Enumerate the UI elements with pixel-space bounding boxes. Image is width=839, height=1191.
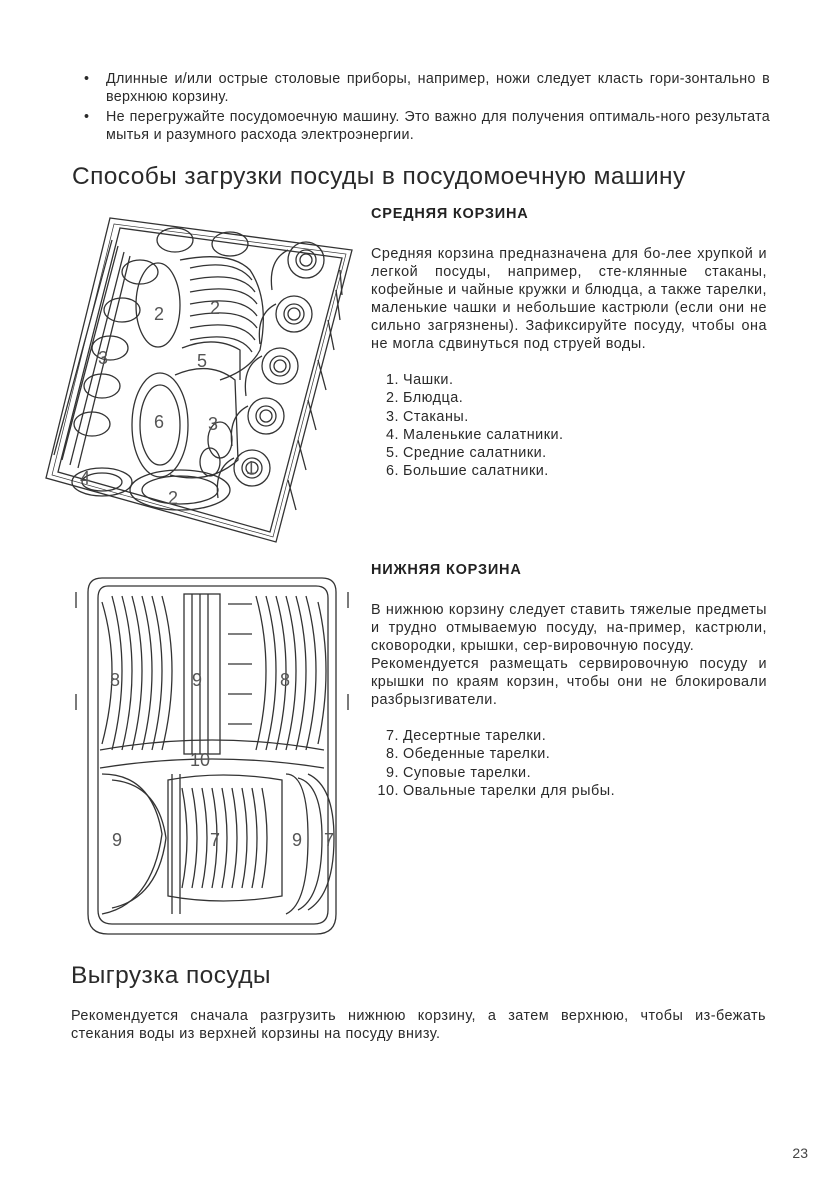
label-fish-plates: 10 bbox=[190, 750, 211, 770]
unload-text: Рекомендуется сначала разгрузить нижнюю корзину, а затем верхнюю, чтобы из-бежать стекания воды из верхней корзины на посуду внизу. bbox=[71, 1008, 766, 1042]
label-small-bowls: 4 bbox=[80, 468, 91, 488]
label-saucers-c: 2 bbox=[168, 488, 179, 508]
lower-basket-section bbox=[371, 562, 767, 800]
label-cups: 1 bbox=[246, 458, 257, 478]
lower-basket-title: НИЖНЯЯ КОРЗИНА bbox=[371, 562, 522, 578]
label-dessert-plates: 7 bbox=[210, 830, 221, 850]
list-item: 9. Суповые тарелки. bbox=[385, 764, 532, 781]
list-item: 1. Чашки. bbox=[385, 372, 454, 388]
list-item: 7. Десертные тарелки. bbox=[385, 728, 547, 744]
label-soup-plates-right: 9 bbox=[292, 830, 303, 850]
list-item: 4. Маленькие салатники. bbox=[385, 426, 564, 443]
label-dessert-plates-right: 7 bbox=[324, 830, 335, 850]
page-number: 23 bbox=[792, 1145, 808, 1161]
middle-basket-text: Средняя корзина предназначена для бо-лее хрупкой и легкой посуды, например, сте-клянные стаканы, кофейные и чайные кружки и блюдца, а также тарелки, маленькие чашки и небольшие кастрюли (если они не сильно загрязнены). Зафиксируйте посуду, чтобы она не могла сдвинуться под струей воды. bbox=[371, 246, 767, 352]
label-soup-plates-top: 9 bbox=[192, 670, 203, 690]
middle-basket-list bbox=[371, 371, 767, 481]
list-item: 2. Блюдца. bbox=[385, 390, 464, 407]
label-glasses-b: 3 bbox=[208, 414, 219, 434]
label-soup-plates-left: 9 bbox=[112, 830, 123, 850]
bullet-mark: • bbox=[84, 109, 90, 125]
heading-unload: Выгрузка посуды bbox=[71, 962, 271, 989]
label-saucers-b: 2 bbox=[210, 298, 221, 318]
label-dinner-plates-left: 8 bbox=[110, 670, 121, 690]
bullet-list bbox=[84, 70, 770, 146]
middle-basket-section bbox=[371, 206, 767, 481]
label-glasses-a: 3 bbox=[98, 348, 109, 368]
label-saucers-a: 2 bbox=[154, 304, 165, 324]
middle-basket-title: СРЕДНЯЯ КОРЗИНА bbox=[371, 206, 529, 222]
bullet-item: • Длинные и/или острые столовые приборы, например, ножи следует класть гори-зонтально в верхнюю корзину. bbox=[84, 71, 770, 105]
label-large-bowls: 6 bbox=[154, 412, 165, 432]
heading-loading: Способы загрузки посуды в посудомоечную машину bbox=[72, 163, 686, 190]
list-item: 5. Средние салатники. bbox=[385, 445, 547, 462]
bullet-mark: • bbox=[84, 71, 90, 87]
list-item: 10. Овальные тарелки для рыбы. bbox=[377, 782, 616, 799]
list-item: 8. Обеденные тарелки. bbox=[385, 746, 551, 763]
list-item: 6. Большие салатники. bbox=[385, 463, 549, 480]
label-medium-bowls: 5 bbox=[197, 351, 208, 371]
list-item: 3. Стаканы. bbox=[385, 408, 469, 425]
lower-basket-list bbox=[371, 727, 767, 800]
middle-basket-illustration bbox=[40, 210, 360, 550]
lower-basket-text-2: Рекомендуется размещать сервировочную посуду и крышки по краям корзин, чтобы они не блокировали разбрызгиватели. bbox=[371, 656, 767, 708]
lower-basket-illustration bbox=[72, 574, 352, 940]
bullet-item: • Не перегружайте посудомоечную машину. Это важно для получения оптималь-ного результата мытья и разумного расхода электроэнергии. bbox=[84, 109, 770, 143]
label-dinner-plates-right: 8 bbox=[280, 670, 291, 690]
lower-basket-text: В нижнюю корзину следует ставить тяжелые предметы и трудно отмываемую посуду, на-пример, кастрюли, сковородки, крышки, сер-вировочную посуду. bbox=[371, 602, 767, 654]
